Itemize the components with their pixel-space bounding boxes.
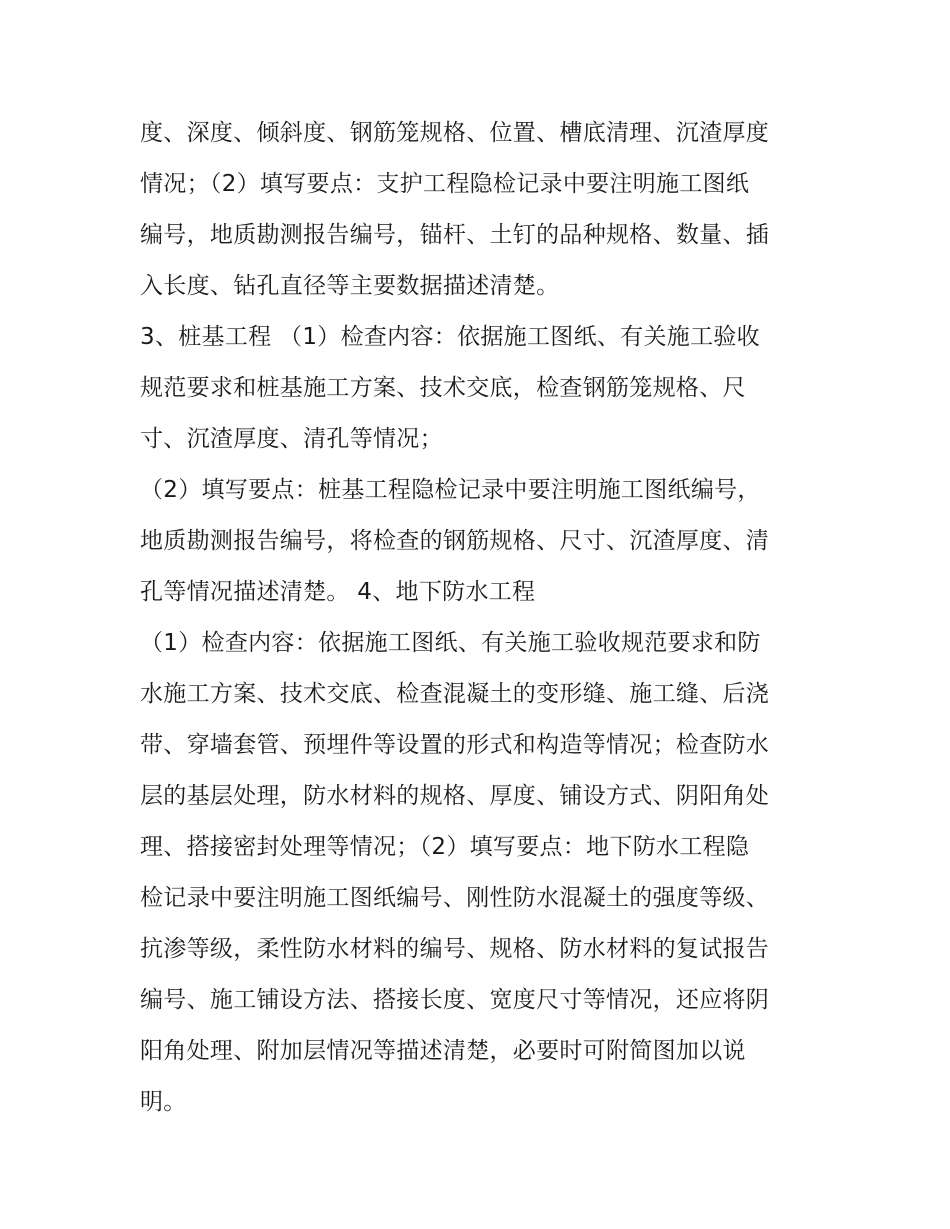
text-line: 理、搭接密封处理等情况；（2）填写要点：地下防水工程隐 <box>140 834 750 860</box>
text-line: 3、桩基工程 （1）检查内容：依据施工图纸、有关施工验收 <box>140 324 760 350</box>
text-line: 编号，地质勘测报告编号，锚杆、土钉的品种规格、数量、插 <box>140 222 770 248</box>
text-line: 地质勘测报告编号，将检查的钢筋规格、尺寸、沉渣厚度、清 <box>140 528 770 554</box>
text-line: （2）填写要点：桩基工程隐检记录中要注明施工图纸编号， <box>140 477 761 503</box>
text-line: 情况；（2）填写要点：支护工程隐检记录中要注明施工图纸 <box>140 171 750 197</box>
text-line: 寸、沉渣厚度、清孔等情况； <box>140 426 443 452</box>
text-line: 明。 <box>140 1089 187 1115</box>
text-line: 抗渗等级，柔性防水材料的编号、规格、防水材料的复试报告 <box>140 936 770 962</box>
text-line: 编号、施工铺设方法、搭接长度、宽度尺寸等情况，还应将阴 <box>140 987 770 1013</box>
text-line: 层的基层处理，防水材料的规格、厚度、铺设方式、阴阳角处 <box>140 783 770 809</box>
text-line: 阳角处理、附加层情况等描述清楚，必要时可附简图加以说 <box>140 1038 746 1064</box>
text-line: 度、深度、倾斜度、钢筋笼规格、位置、槽底清理、沉渣厚度 <box>140 120 770 146</box>
text-line: 孔等情况描述清楚。 4、地下防水工程 <box>140 579 536 605</box>
text-line: 规范要求和桩基施工方案、技术交底，检查钢筋笼规格、尺 <box>140 375 746 401</box>
text-line: 检记录中要注明施工图纸编号、刚性防水混凝土的强度等级、 <box>140 885 770 911</box>
text-line: （1）检查内容：依据施工图纸、有关施工验收规范要求和防 <box>140 630 761 656</box>
text-line: 带、穿墙套管、预埋件等设置的形式和构造等情况；检查防水 <box>140 732 770 758</box>
text-line: 水施工方案、技术交底、检查混凝土的变形缝、施工缝、后浇 <box>140 681 770 707</box>
text-line: 入长度、钻孔直径等主要数据描述清楚。 <box>140 273 560 299</box>
body-text <box>140 108 820 1128</box>
